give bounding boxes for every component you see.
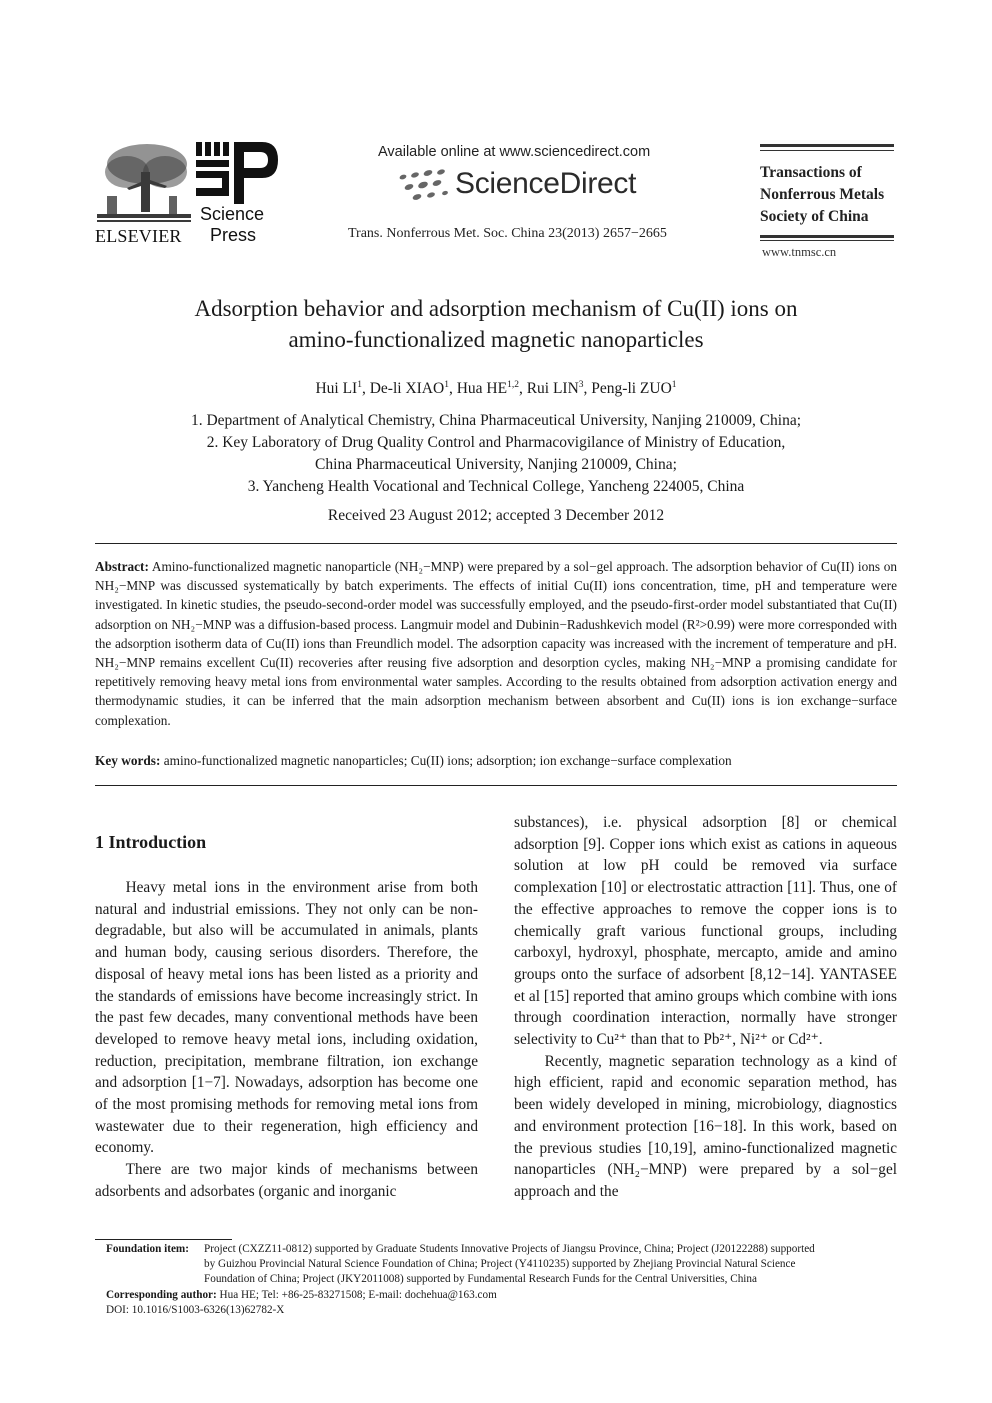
author-affiliation-mark: 1,2 [507, 379, 519, 390]
keywords-text: amino-functionalized magnetic nanoparticles; Cu(II) ions; adsorption; ion exchange−surface complexation [163, 753, 732, 768]
received-dates: Received 23 August 2012; accepted 3 December 2012 [327, 507, 665, 524]
doi[interactable]: DOI: 10.1016/S1003-6326(13)62782-X [106, 1304, 285, 1316]
journal-name-line1: Transactions of [760, 164, 862, 181]
abstract-top-rule [95, 543, 897, 544]
author-affiliation-mark: 1 [671, 379, 677, 390]
author-name: Hua HE [456, 380, 508, 397]
corresponding-label: Corresponding author: [106, 1289, 217, 1301]
article-title-line2: amino-functionalized magnetic nanoparticles [288, 327, 704, 352]
intro-paragraph: There are two major kinds of mechanisms between adsorbents and adsorbates (organic and inorganic [95, 1161, 478, 1200]
author-name: De-li XIAO [369, 380, 445, 397]
corresponding-author [106, 1288, 497, 1303]
intro-paragraph: Recently, magnetic separation technology as a kind of high efficient, rapid and economic separation method, has been widely developed in mining, microbiology, diagnostics and environment protection [16−18]. In this work, based on the previous studies [10,19], amino-functionalized magnetic nanoparticles (NH₂−MNP) were prepared by a sol−gel approach and the [514, 1052, 897, 1200]
abstract-text: Amino-functionalized magnetic nanoparticle (NH₂−MNP) were prepared by a sol−gel approach. The adsorption behavior of Cu(II) ions on NH₂−MNP was discussed systematically by batch experiments. The effects of initial Cu(II) ions concentration, time, pH and temperature were investigated. In kinetic studies, the pseudo-second-order model was successfully employed, and the pseudo-first-order model substantiated that Cu(II) adsorption on NH₂−MNP was a diffusion-based process. Langmuir model and Dubinin−Radushkevich model (R²>0.99) were more corresponded with the adsorption isotherm data of Cu(II) ions than Freundlich model. The adsorption capacity was increased with the increment of temperature and pH. NH₂−MNP remains excellent Cu(II) recoveries after reusing five adsorption and desorption cycles, making NH₂−MNP a promising candidate for repetitively removing heavy metal ions from environmental water samples. According to the results obtained from adsorption activation energy and thermodynamic studies, it can be inferred that the main adsorption mechanism between absorbent and Cu(II) ions is ion exchange−surface complexation. [95, 559, 898, 728]
affiliation-line: 1. Department of Analytical Chemistry, China Pharmaceutical University, Nanjing 210009, China; [190, 412, 802, 429]
science-press-logo [196, 142, 286, 246]
footnote-rule [95, 1239, 232, 1240]
author-name: Hui LI [315, 380, 358, 397]
section-heading-introduction: 1 Introduction [95, 832, 207, 852]
science-press-mark-icon [196, 142, 280, 204]
elsevier-logo [95, 142, 193, 246]
foundation-line: Project (CXZZ11-0812) supported by Graduate Students Innovative Projects of Jiangsu Province, China; Project (J20122288) supported [204, 1243, 815, 1255]
author-name: Rui LIN [526, 380, 579, 397]
journal-name-line3: Society of China [760, 208, 869, 225]
article-title-line1: Adsorption behavior and adsorption mechanism of Cu(II) ions on [194, 296, 798, 321]
author-name: Peng-li ZUO [591, 380, 672, 397]
intro-paragraph: Heavy metal ions in the environment arise from both natural and industrial emissions. They not only can be non-degradable, but also will be accumulated in animals, plants and human body, causing serious disorders. Therefore, the disposal of heavy metal ions has been listed as a priority and the standards of emissions have become increasingly strict. In the past few decades, many conventional methods have been developed to remove heavy metal ions, including oxidation, reduction, precipitation, membrane filtration, ion exchange and adsorption [1−7]. Nowadays, adsorption has become one of the most promising methods for removing metal ions from wastewater due to their regeneration, high efficiency and economy. [95, 879, 478, 1157]
science-press-word2: Press [210, 225, 257, 245]
keywords-label: Key words: [95, 753, 161, 768]
sciencedirect-logo[interactable] [395, 167, 655, 207]
journal-name-line2: Nonferrous Metals [760, 186, 885, 203]
elsevier-wordmark: ELSEVIER [95, 226, 182, 246]
sciencedirect-dots-icon [395, 167, 457, 205]
journal-bottom-thick-rule [760, 235, 894, 238]
sciencedirect-wordmark: ScienceDirect [455, 167, 637, 200]
author-list: Hui $LI^1$, De-li XIAO$^1$, Hua HE$^{1,2}$, Rui LIN$^3$, Peng-li ZUO$^1$ [315, 379, 677, 397]
author-affiliation-mark: 1 [444, 379, 449, 390]
author-affiliation-mark: 3 [578, 379, 584, 390]
affiliation-line: 3. Yancheng Health Vocational and Technical College, Yancheng 224005, China [247, 478, 745, 495]
available-online-text: Available online at www.sciencedirect.com [378, 144, 651, 160]
keywords [95, 751, 897, 770]
affiliation-line: China Pharmaceutical University, Nanjing 210009, China; [315, 456, 677, 473]
journal-top-thin-rule [760, 150, 894, 151]
journal-citation: Trans. Nonferrous Met. Soc. China 23(2013) 2657−2665 [348, 226, 667, 241]
foundation-line: Foundation of China; Project (JKY2011008) supported by Fundamental Research Funds for the Central Universities, China [204, 1273, 757, 1285]
foundation-label: Foundation item: [106, 1243, 189, 1255]
journal-bottom-thin-rule [760, 240, 894, 241]
right-column [514, 812, 897, 1203]
foundation-item [106, 1242, 898, 1287]
intro-paragraph: substances), i.e. physical adsorption [8] or chemical adsorption [9]. Copper ions which exist as cations in aqueous solution at low pH could be removed via surface complexation [10] or electrostatic attraction [11]. Thus, one of the effective approaches to remove the copper ions is to chemically graft various functional groups, including carboxyl, hydroxyl, phosphate, mercapto, amide and amino groups onto the surface of adsorbent [8,12−14]. YANTASEE et al [15] reported that amino groups which combine with ions through coordination interaction, normally have stronger selectivity to Cu²⁺ than that to Pb²⁺, Ni²⁺ or Cd²⁺. [514, 814, 897, 1049]
corresponding-text: Hua HE; Tel: +86-25-83271508; E-mail: dochehua@163.com [219, 1289, 497, 1301]
abstract-label: Abstract: [95, 559, 149, 574]
left-column [95, 877, 478, 1203]
journal-name [760, 162, 884, 228]
abstract [95, 557, 897, 730]
science-press-word1: Science [200, 204, 265, 224]
abstract-bottom-rule [95, 785, 897, 786]
affiliation-line: 2. Key Laboratory of Drug Quality Control and Pharmacovigilance of Ministry of Education, [206, 434, 786, 451]
journal-url[interactable]: www.tnmsc.cn [762, 245, 837, 259]
author-affiliation-mark: 1 [357, 379, 362, 390]
foundation-line: by Guizhou Provincial Natural Science Foundation of China; Project (Y4110235) supported by Zhejiang Provincial Natural Science [204, 1258, 796, 1270]
journal-top-thick-rule [760, 144, 894, 147]
elsevier-tree-icon [97, 142, 191, 224]
